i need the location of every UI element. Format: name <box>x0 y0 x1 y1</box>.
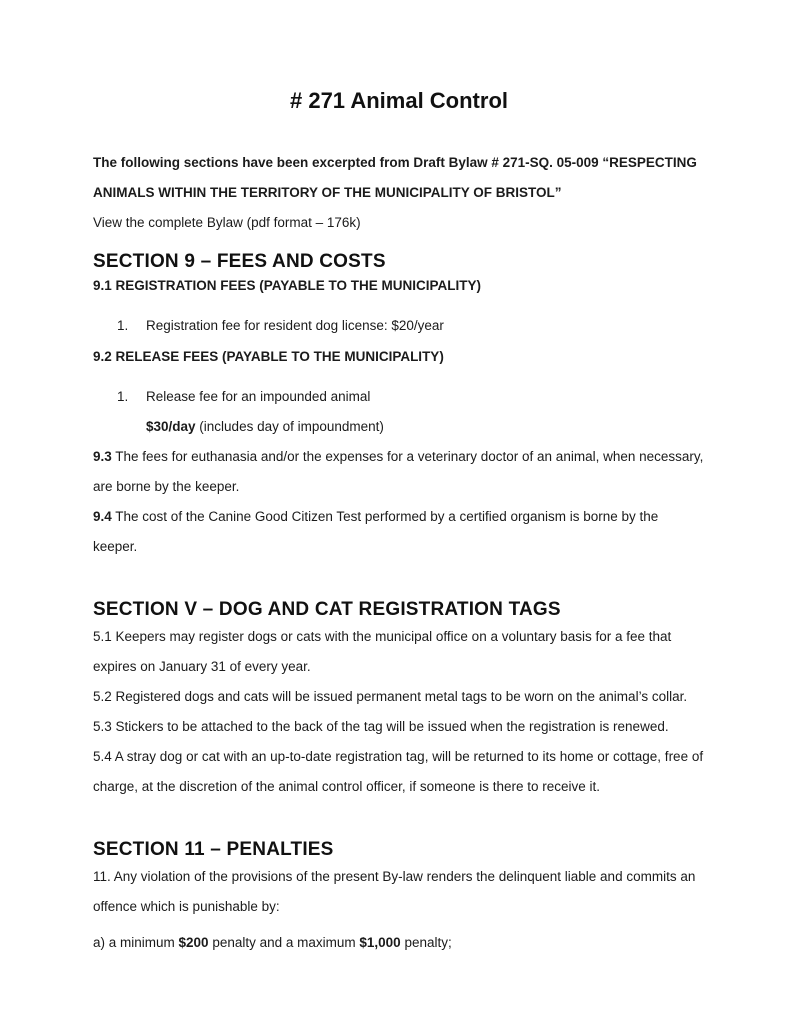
release-fee-amount-line <box>146 412 705 442</box>
penalty-clause-a <box>93 928 705 958</box>
section-9-1-subheading: 9.1 REGISTRATION FEES (PAYABLE TO THE MUNICIPALITY) <box>93 278 482 293</box>
penalty-text-mid: penalty and a maximum <box>208 935 360 950</box>
document-content <box>93 88 705 958</box>
list-item-text: Registration fee for resident dog license: $20/year <box>146 318 444 333</box>
section-v-heading: SECTION V – DOG AND CAT REGISTRATION TAGS <box>93 599 561 620</box>
clause-number: 9.3 <box>93 449 112 464</box>
clause-5-3: 5.3 Stickers to be attached to the back of the tag will be issued when the registration is renewed. <box>93 719 669 734</box>
penalty-maximum-amount: $1,000 <box>359 935 401 950</box>
list-number: 1. <box>117 318 129 333</box>
registration-fee-item <box>93 311 705 341</box>
list-item-text: Release fee for an impounded animal <box>146 389 371 404</box>
clause-5-1: 5.1 Keepers may register dogs or cats with the municipal office on a voluntary basis for a fee that expires on January 31 of every year. <box>93 629 672 674</box>
clause-number: 9.4 <box>93 509 112 524</box>
penalty-text-pre: a) a minimum <box>93 935 179 950</box>
penalty-minimum-amount: $200 <box>178 935 209 950</box>
clause-11: 11. Any violation of the provisions of the present By-law renders the delinquent liable and commits an offence which is punishable by: <box>93 869 696 914</box>
clause-5-4: 5.4 A stray dog or cat with an up-to-date registration tag, will be returned to its home or cottage, free of charge, at the discretion of the animal control officer, if someone is there to receive it. <box>93 749 704 794</box>
section-9-2-subheading: 9.2 RELEASE FEES (PAYABLE TO THE MUNICIPALITY) <box>93 349 444 364</box>
section-11-heading: SECTION 11 – PENALTIES <box>93 839 334 860</box>
release-fee-item <box>93 382 705 412</box>
fee-amount-note: (includes day of impoundment) <box>195 419 384 434</box>
clause-9-4 <box>93 502 705 562</box>
view-bylaw-link[interactable]: View the complete Bylaw (pdf format – 176k) <box>93 215 361 230</box>
clause-text: The fees for euthanasia and/or the expenses for a veterinary doctor of an animal, when necessary, are borne by the keeper. <box>93 449 704 494</box>
document-title: # 271 Animal Control <box>289 88 508 113</box>
penalty-text-post: penalty; <box>400 935 452 950</box>
fee-amount: $30/day <box>146 419 196 434</box>
clause-text: The cost of the Canine Good Citizen Test performed by a certified organism is borne by the keeper. <box>93 509 659 554</box>
list-number: 1. <box>117 389 129 404</box>
section-9-heading: SECTION 9 – FEES AND COSTS <box>93 251 386 272</box>
clause-9-3 <box>93 442 705 502</box>
intro-paragraph: The following sections have been excerpted from Draft Bylaw # 271-SQ. 05-009 “RESPECTING ANIMALS WITHIN THE TERRITORY OF THE MUNICIPALITY OF BRISTOL” <box>93 155 697 200</box>
clause-5-2: 5.2 Registered dogs and cats will be issued permanent metal tags to be worn on the animal’s collar. <box>93 689 688 704</box>
